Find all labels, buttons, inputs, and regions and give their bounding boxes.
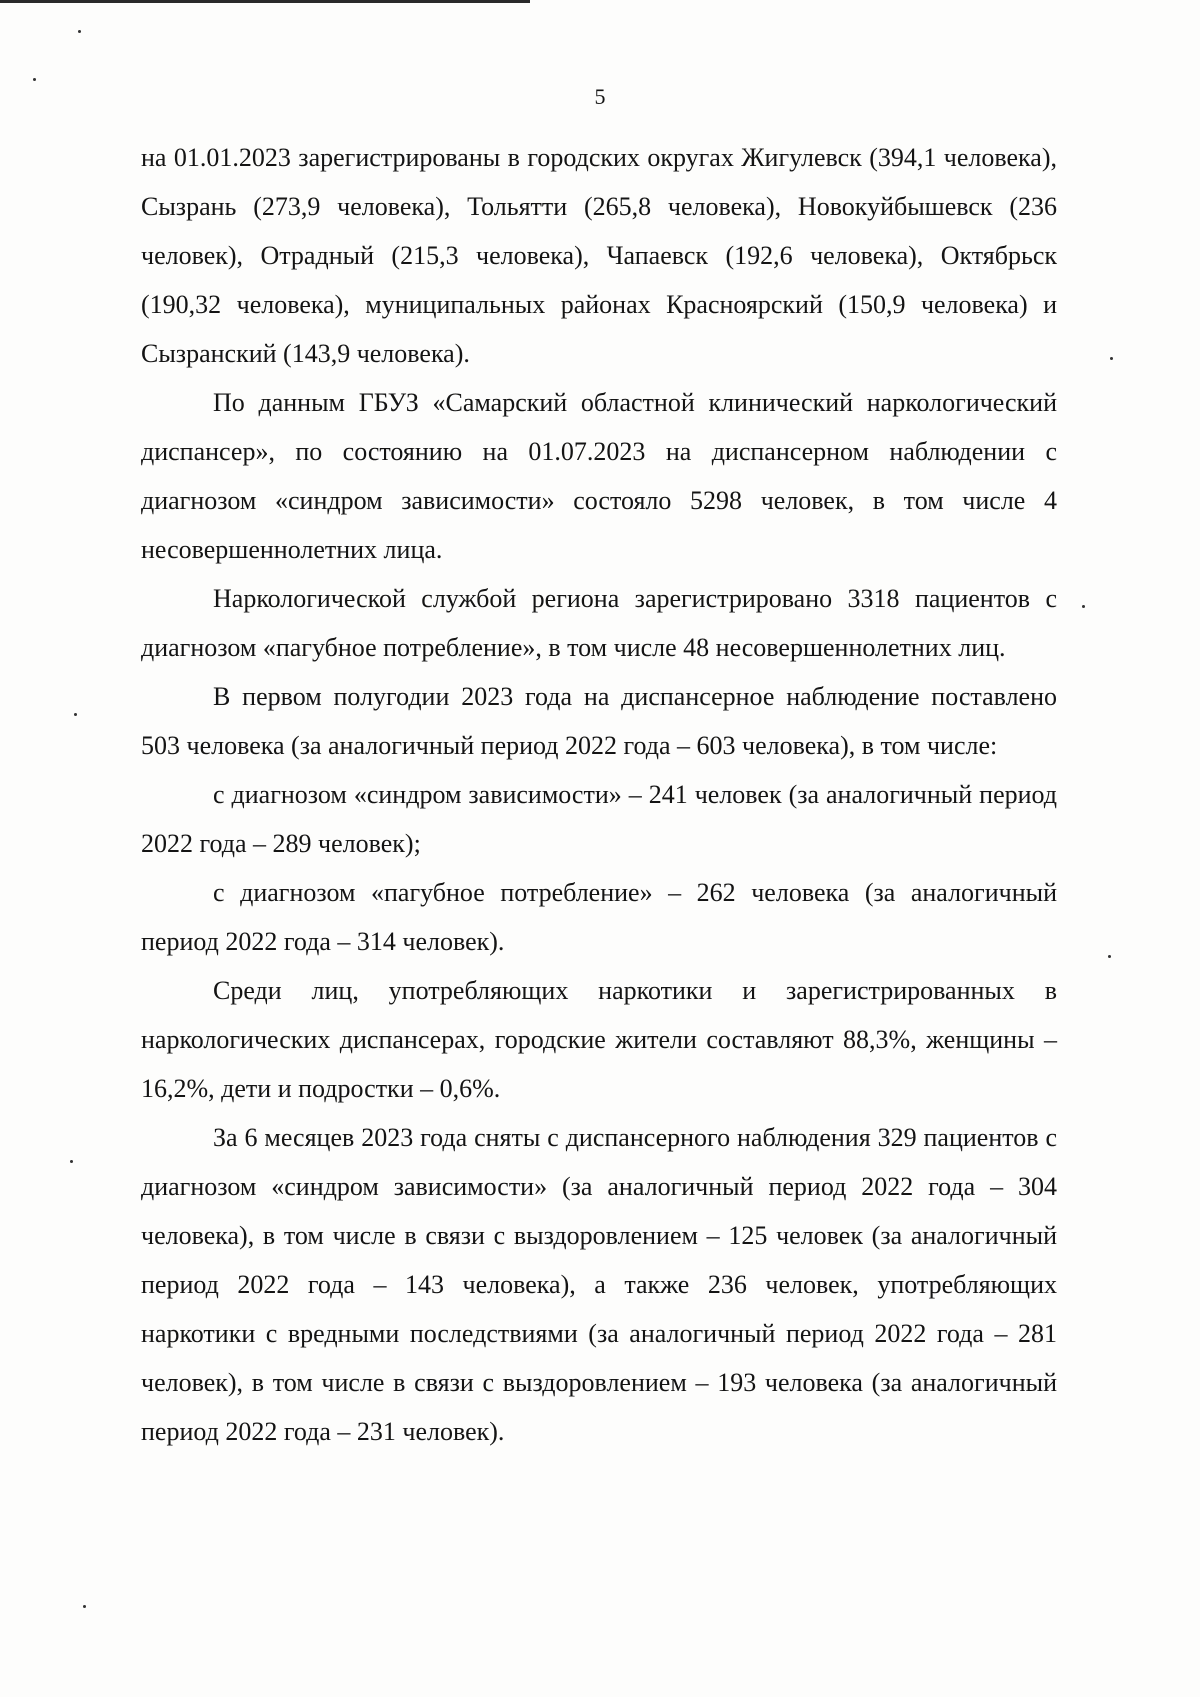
paragraph: За 6 месяцев 2023 года сняты с диспансерного наблюдения 329 пациентов с диагнозом «синдром зависимости» (за аналогичный период 2022 года – 304 человека), в том числе в связи с выздоровлением – 125 человек (за аналогичный период 2022 года – 143 человека), а также 236 человек, употребляющих наркотики с вредными последствиями (за аналогичный период 2022 года – 281 человек), в том числе в связи с выздоровлением – 193 человека (за аналогичный период 2022 года – 231 человек). xyxy=(141,1123,1057,1446)
body-text xyxy=(141,133,1057,1456)
list-item: с диагнозом «пагубное потребление» – 262 человека (за аналогичный период 2022 года – 314 человек). xyxy=(141,878,1057,956)
top-edge-line xyxy=(0,0,530,3)
scan-speck xyxy=(83,1605,86,1608)
scan-speck xyxy=(1082,605,1085,608)
page-number: 5 xyxy=(594,84,606,109)
paragraph: на 01.01.2023 зарегистрированы в городских округах Жигулевск (394,1 человека), Сызрань (273,9 человека), Тольятти (265,8 человека), Новокуйбышевск (236 человек), Отрадный (215,3 человека), Чапаевск (192,6 человека), Октябрьск (190,32 человека), муниципальных районах Красноярский (150,9 человека) и Сызранский (143,9 человека). xyxy=(141,143,1057,368)
paragraph: В первом полугодии 2023 года на диспансерное наблюдение поставлено 503 человека (за аналогичный период 2022 года – 603 человека), в том числе: xyxy=(141,682,1057,760)
paragraph: Среди лиц, употребляющих наркотики и зарегистрированных в наркологических диспансерах, городские жители составляют 88,3%, женщины – 16,2%, дети и подростки – 0,6%. xyxy=(141,976,1057,1103)
paragraph: Наркологической службой региона зарегистрировано 3318 пациентов с диагнозом «пагубное потребление», в том числе 48 несовершеннолетних лиц. xyxy=(141,584,1057,662)
scan-speck xyxy=(1108,955,1111,958)
paragraph: По данным ГБУЗ «Самарский областной клинический наркологический диспансер», по состоянию на 01.07.2023 на диспансерном наблюдении с диагнозом «синдром зависимости» состояло 5298 человек, в том числе 4 несовершеннолетних лица. xyxy=(141,388,1057,564)
scan-speck xyxy=(1110,357,1113,360)
list-item: с диагнозом «синдром зависимости» – 241 человек (за аналогичный период 2022 года – 289 человек); xyxy=(141,780,1057,858)
scan-speck xyxy=(70,1160,73,1163)
scan-speck xyxy=(33,78,36,81)
scan-speck xyxy=(78,30,81,33)
scan-speck xyxy=(74,713,77,716)
